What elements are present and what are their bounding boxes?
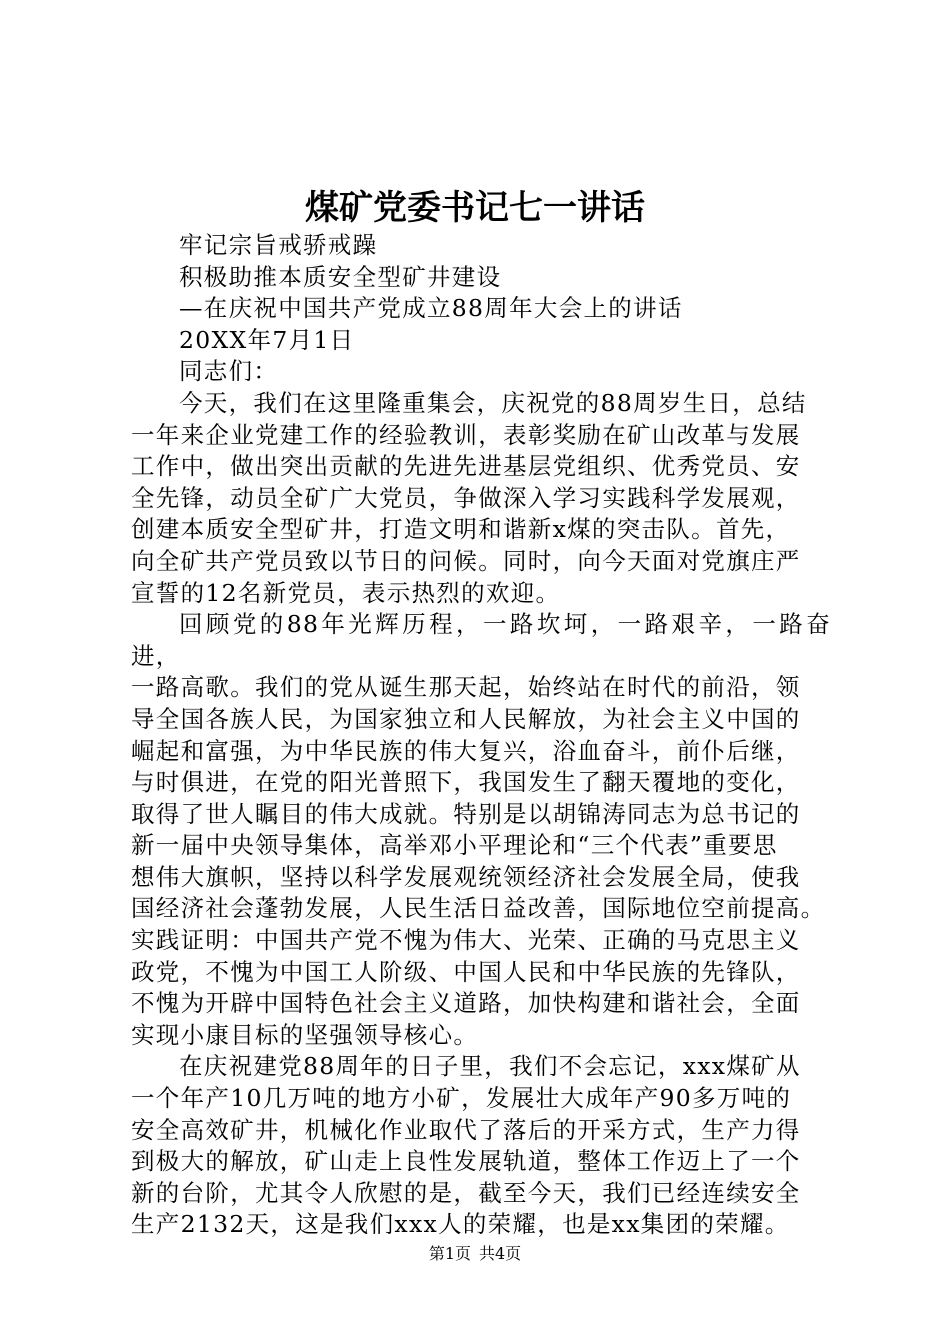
subtitle-line-2: 积极助推本质安全型矿井建设 [179, 262, 502, 291]
subtitle-line-3: —在庆祝中国共产党成立88周年大会上的讲话 [179, 294, 683, 323]
page-footer [0, 1243, 950, 1265]
document-body [131, 230, 831, 1241]
paragraph-1: 今天，我们在这里隆重集会，庆祝党的88周岁生日，总结 一年来企业党建工作的经验教训，表彰奖励在矿山改革与发展 工作中，做出突出贡献的先进先进基层党组织、优秀党员、安 全先锋，动员全矿广大党员，争做深入学习实践科学发展观， 创建本质安全型矿井，打造文明和谐新x煤的突击队。首先， 向全矿共产党员致以节日的问候。同时，向今天面对党旗庄严 宣誓的12名新党员，表示热烈的欢迎。 [131, 388, 807, 607]
speech-date: 20XX年7月1日 [179, 325, 355, 354]
subtitle-line-1: 牢记宗旨戒骄戒躁 [179, 231, 378, 259]
salutation: 同志们： [179, 357, 279, 386]
paragraph-2: 回顾党的88年光辉历程，一路坎坷，一路艰辛，一路奋进， 一路高歌。我们的党从诞生那天起，始终站在时代的前沿，领 导全国各族人民，为国家独立和人民解放，为社会主义中国的 崛起和富强，为中华民族的伟大复兴，浴血奋斗，前仆后继， 与时俱进，在党的阳光普照下，我国发生了翻天覆地的变化， 取得了世人瞩目的伟大成就。特别是以胡锦涛同志为总书记的 新一届中央领导集体，高举邓小平理论和“三个代表”重要思 想伟大旗帜，坚持以科学发展观统领经济社会发展全局，使我 国经济社会蓬勃发展，人民生活日益改善，国际地位空前提高。 实践证明：中国共产党不愧为伟大、光荣、正确的马克思主义 政党，不愧为中国工人阶级、中国人民和中华民族的先锋队， 不愧为开辟中国特色社会主义道路，加快构建和谐社会，全面 实现小康目标的坚强领导核心。 [131, 610, 831, 1049]
page-total: 共4页 [479, 1244, 522, 1263]
paragraph-3: 在庆祝建党88周年的日子里，我们不会忘记，xxx煤矿从 一个年产10几万吨的地方小矿，发展壮大成年产90多万吨的 安全高效矿井，机械化作业取代了落后的开采方式，生产力得 到极大的解放，矿山走上良性发展轨道，整体工作迈上了一个 新的台阶，尤其令人欣慰的是，截至今天，我们已经连续安全 生产2132天，这是我们xxx人的荣耀，也是xx集团的荣耀。 [131, 1052, 801, 1239]
page-number: 第1页 [428, 1244, 471, 1263]
document-title: 煤矿党委书记七一讲话 [305, 188, 645, 228]
